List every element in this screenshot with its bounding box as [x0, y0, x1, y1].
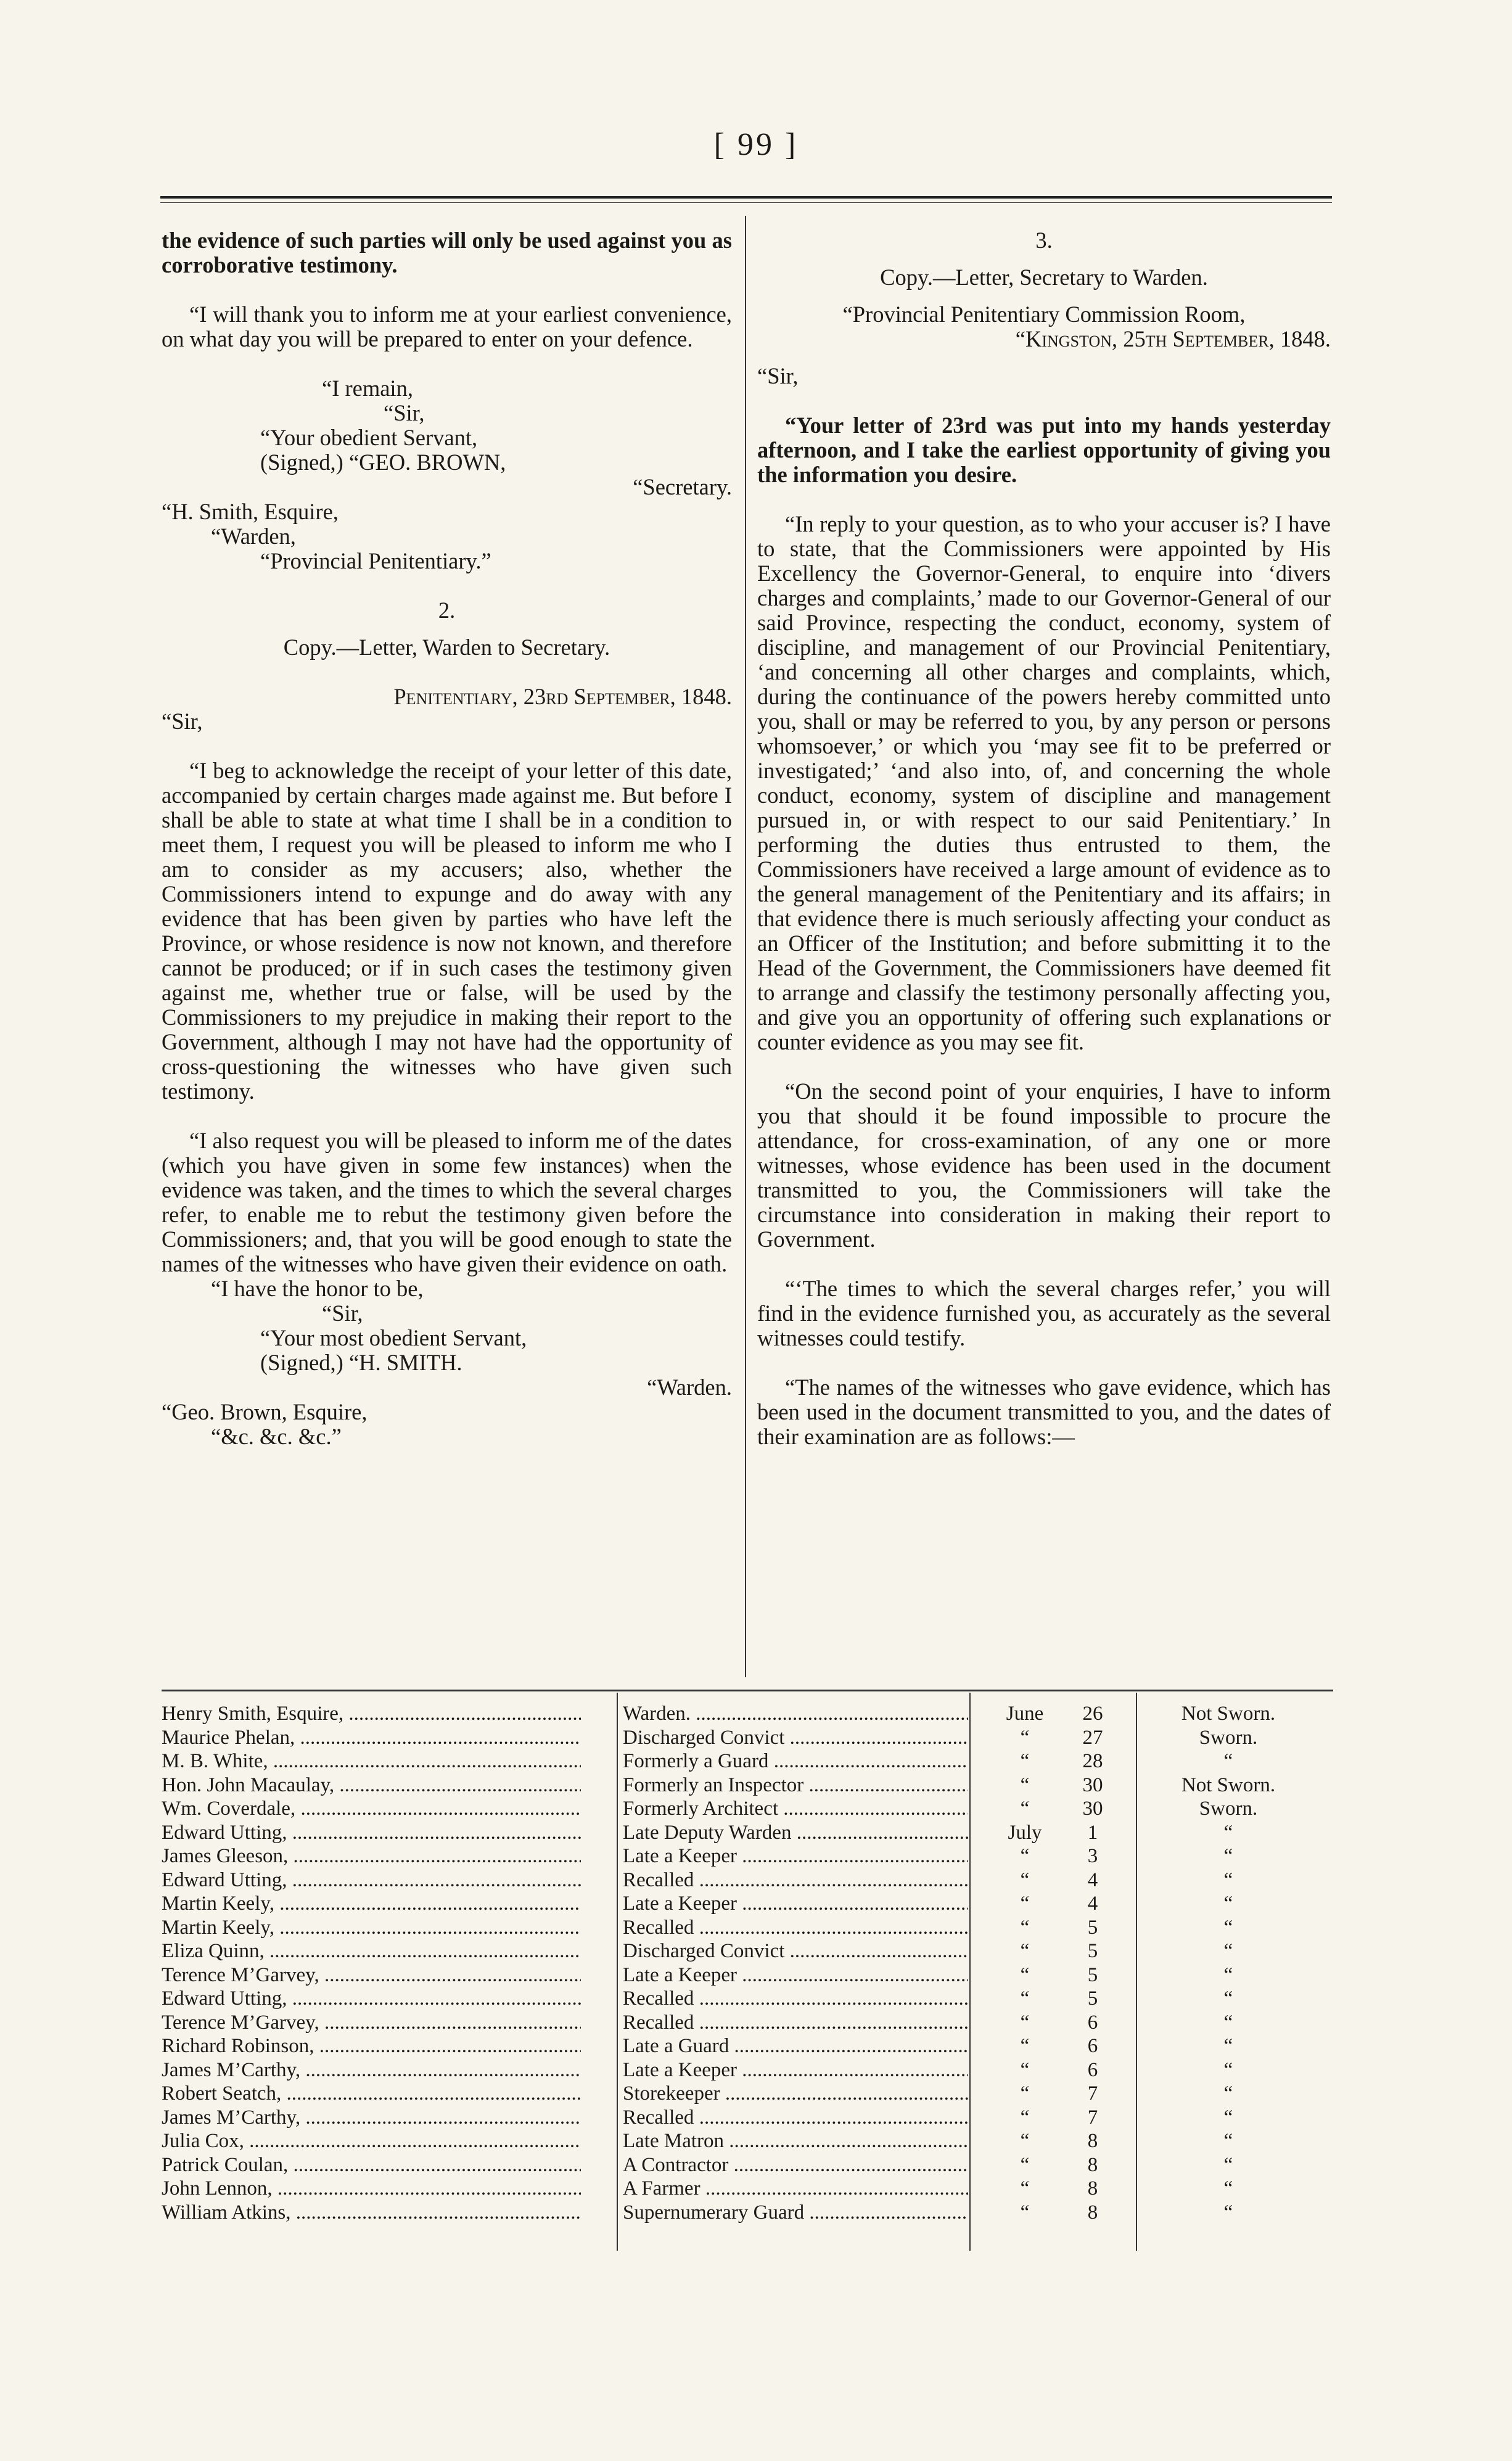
- witness-description: Recalled .....: [623, 2106, 968, 2130]
- table-row: [162, 2129, 1333, 2153]
- page-number: [ 99 ]: [713, 127, 799, 162]
- witness-name: Wm. Coverdale, .....: [162, 1797, 581, 1821]
- right-paragraph-1: “Your letter of 23rd was put into my hands yesterday afternoon, and I take the earliest opportunity of giving you the information you desire.: [757, 413, 1331, 487]
- examination-month: “: [1020, 2177, 1030, 2200]
- header-rule: [160, 196, 1332, 199]
- witness-name: Edward Utting, .....: [162, 1821, 581, 1845]
- witness-name: Edward Utting, .....: [162, 1987, 581, 2011]
- sworn-status: “: [1223, 1940, 1233, 1962]
- letter-heading-2: Copy.—Letter, Warden to Secretary.: [283, 635, 610, 660]
- closing-servant-2: “Your most obedient Servant,: [260, 1325, 527, 1350]
- examination-day: 7: [1087, 2082, 1098, 2105]
- witness-name: James M’Carthy, .....: [162, 2106, 581, 2130]
- witness-description: Late a Guard .....: [623, 2034, 968, 2058]
- examination-month: “: [1020, 1963, 1030, 1986]
- sworn-status: “: [1223, 2106, 1233, 2129]
- examination-day: 6: [1087, 2011, 1098, 2034]
- sworn-status: “: [1223, 1916, 1233, 1939]
- sworn-status: “: [1223, 1868, 1233, 1891]
- table-row: [162, 1702, 1333, 1726]
- left-paragraph-2: “I will thank you to inform me at your earliest convenience, on what day you will be prepared to enter on your defence.: [162, 302, 732, 351]
- table-row: [162, 1844, 1333, 1868]
- table-row: [162, 1916, 1333, 1940]
- left-paragraph-3: “I beg to acknowledge the receipt of your letter of this date, accompanied by certain charges made against me. But before I shall be able to state at what time I shall be in a condition to meet them, I request you will be pleased to inform me who I am to consider as my accusers; also, whether the Commissioners intend to expunge and do away with any evidence that has been given by parties who have left the Province, or whose residence is now not known, and therefore cannot be produced; or if in such cases the testimony given against me, whether true or false, will be used by the Commissioners to my prejudice in making their report to the Government, although I may not have had the opportunity of cross-questioning the witnesses who have given such testimony.: [162, 758, 732, 1104]
- table-row: [162, 2058, 1333, 2082]
- examination-day: 6: [1087, 2035, 1098, 2057]
- table-row: [162, 1987, 1333, 2011]
- right-column: [757, 228, 1331, 1449]
- examination-month: “: [1020, 2035, 1030, 2057]
- signature-brown: (Signed,) “GEO. BROWN,: [260, 450, 506, 475]
- table-row: [162, 2106, 1333, 2130]
- witness-description: Supernumerary Guard .....: [623, 2201, 968, 2225]
- salutation-2: “Sir,: [162, 709, 203, 734]
- closing-remain: “I remain,: [322, 376, 413, 401]
- examination-day: 3: [1087, 1845, 1098, 1867]
- sworn-status: “: [1223, 2201, 1233, 2224]
- examination-month: “: [1020, 2106, 1030, 2129]
- table-row: [162, 2177, 1333, 2201]
- examination-month: “: [1020, 1773, 1030, 1796]
- examination-day: 6: [1087, 2058, 1098, 2081]
- witness-name: M. B. White, .....: [162, 1749, 581, 1773]
- witness-description: Recalled .....: [623, 1868, 968, 1892]
- closing-honor: “I have the honor to be,: [211, 1276, 424, 1301]
- sworn-status: “: [1223, 1963, 1233, 1986]
- witness-description: Formerly an Inspector .....: [623, 1773, 968, 1797]
- table-row: [162, 2201, 1333, 2225]
- sworn-status: “: [1223, 2130, 1233, 2152]
- witness-description: Late Matron .....: [623, 2129, 968, 2153]
- witness-description: Late a Keeper .....: [623, 1892, 968, 1916]
- table-row: [162, 1963, 1333, 1987]
- witness-description: Recalled .....: [623, 2011, 968, 2035]
- signature-smith: (Signed,) “H. SMITH.: [260, 1350, 462, 1375]
- sworn-status: “: [1223, 1845, 1233, 1867]
- closing-sir: “Sir,: [384, 400, 425, 425]
- witness-description: Late Deputy Warden .....: [623, 1821, 968, 1845]
- examination-month: “: [1020, 1750, 1030, 1772]
- witness-description: Storekeeper .....: [623, 2082, 968, 2106]
- sworn-status: “: [1223, 2058, 1233, 2081]
- closing-servant: “Your obedient Servant,: [260, 425, 478, 450]
- table-top-rule: [162, 1690, 1333, 1691]
- table-row: [162, 1821, 1333, 1845]
- witness-name: William Atkins, .....: [162, 2201, 581, 2225]
- examination-day: 5: [1087, 1963, 1098, 1986]
- examination-month: July: [1008, 1821, 1042, 1844]
- examination-month: “: [1020, 1726, 1030, 1749]
- witness-name: John Lennon, .....: [162, 2177, 581, 2201]
- examination-month: “: [1020, 2130, 1030, 2152]
- witness-name: Terence M’Garvey, .....: [162, 2011, 581, 2035]
- letter-number-3: 3.: [1035, 228, 1053, 253]
- letter-number-2: 2.: [438, 598, 456, 623]
- witness-name: Patrick Coulan, .....: [162, 2153, 581, 2177]
- examination-month: “: [1020, 2082, 1030, 2105]
- examination-month: “: [1020, 2058, 1030, 2081]
- witness-description: A Farmer .....: [623, 2177, 968, 2201]
- signature-title-secretary: “Secretary.: [633, 474, 732, 499]
- examination-day: 5: [1087, 1987, 1098, 2010]
- left-paragraph-1: the evidence of such parties will only be used against you as corroborative testimony.: [162, 228, 732, 277]
- left-paragraph-4: “I also request you will be pleased to inform me of the dates (which you have given in some few instances) when the evidence was taken, and the times to which the several charges refer, to enable me to rebut the testimony given before the Commissioners; and, that you will be good enough to state the names of the witnesses who have given their evidence on oath.: [162, 1128, 732, 1276]
- examination-month: “: [1020, 1892, 1030, 1915]
- witness-name: Maurice Phelan, .....: [162, 1726, 581, 1750]
- examination-day: 30: [1082, 1773, 1103, 1796]
- sworn-status: “: [1223, 2011, 1233, 2034]
- table-row: [162, 1773, 1333, 1797]
- sworn-status: Not Sworn.: [1181, 1703, 1276, 1725]
- examination-month: “: [1020, 1916, 1030, 1939]
- witness-name: Julia Cox, .....: [162, 2129, 581, 2153]
- witness-name: Martin Keely, .....: [162, 1892, 581, 1916]
- examination-day: 8: [1087, 2153, 1098, 2176]
- examination-month: “: [1020, 1940, 1030, 1962]
- witness-name: James Gleeson, .....: [162, 1844, 581, 1868]
- signature-title-warden: “Warden.: [647, 1374, 732, 1400]
- examination-day: 26: [1082, 1703, 1103, 1725]
- sworn-status: Sworn.: [1199, 1726, 1258, 1749]
- sworn-status: “: [1223, 2177, 1233, 2200]
- table-row: [162, 2153, 1333, 2177]
- table-row: [162, 1868, 1333, 1892]
- sworn-status: “: [1223, 1821, 1233, 1844]
- table-row: [162, 2034, 1333, 2058]
- examination-month: June: [1006, 1703, 1044, 1725]
- witness-name: Henry Smith, Esquire, .....: [162, 1702, 581, 1726]
- witness-name: Edward Utting, .....: [162, 1868, 581, 1892]
- table-row: [162, 1939, 1333, 1963]
- header-rule-thin: [160, 202, 1332, 203]
- letter-date-2: Penitentiary, 23rd September, 1848.: [393, 684, 732, 709]
- examination-month: “: [1020, 1845, 1030, 1867]
- witness-name: James M’Carthy, .....: [162, 2058, 581, 2082]
- table-row: [162, 1892, 1333, 1916]
- witness-table: [162, 1702, 1333, 2224]
- letter-location-3: “Provincial Penitentiary Commission Room,: [842, 302, 1246, 327]
- examination-month: “: [1020, 1868, 1030, 1891]
- witness-description: Late a Keeper .....: [623, 2058, 968, 2082]
- table-row: [162, 2082, 1333, 2106]
- witness-description: A Contractor .....: [623, 2153, 968, 2177]
- witness-name: Robert Seatch, .....: [162, 2082, 581, 2106]
- examination-month: “: [1020, 2201, 1030, 2224]
- address-line-2: “Warden,: [211, 524, 296, 549]
- examination-day: 8: [1087, 2201, 1098, 2224]
- witness-description: Formerly Architect .....: [623, 1797, 968, 1821]
- examination-month: “: [1020, 1797, 1030, 1820]
- letter-heading-3: Copy.—Letter, Secretary to Warden.: [880, 265, 1208, 290]
- column-divider: [745, 216, 746, 1677]
- sworn-status: “: [1223, 1892, 1233, 1915]
- witness-description: Recalled .....: [623, 1987, 968, 2011]
- address-line-4: “Geo. Brown, Esquire,: [162, 1399, 368, 1424]
- witness-description: Discharged Convict .....: [623, 1726, 968, 1750]
- witness-description: Recalled .....: [623, 1916, 968, 1940]
- examination-day: 8: [1087, 2130, 1098, 2152]
- examination-day: 8: [1087, 2177, 1098, 2200]
- table-row: [162, 1749, 1333, 1773]
- witness-name: Eliza Quinn, .....: [162, 1939, 581, 1963]
- witness-description: Warden. .....: [623, 1702, 968, 1726]
- sworn-status: “: [1223, 2082, 1233, 2105]
- right-paragraph-5: “The names of the witnesses who gave evidence, which has been used in the document transmitted to you, and the dates of their examination are as follows:—: [757, 1374, 1331, 1449]
- sworn-status: “: [1223, 2153, 1233, 2176]
- witness-name: Martin Keely, .....: [162, 1916, 581, 1940]
- examination-day: 28: [1082, 1750, 1103, 1772]
- witness-name: Terence M’Garvey, .....: [162, 1963, 581, 1987]
- right-paragraph-4: “‘The times to which the several charges refer,’ you will find in the evidence furnished you, as accurately as the several witnesses could testify.: [757, 1276, 1331, 1350]
- witness-name: Richard Robinson, .....: [162, 2034, 581, 2058]
- salutation-3: “Sir,: [757, 363, 799, 388]
- sworn-status: “: [1223, 1987, 1233, 2010]
- table-row: [162, 1797, 1333, 1821]
- examination-day: 5: [1087, 1940, 1098, 1962]
- table-row: [162, 1726, 1333, 1750]
- sworn-status: Sworn.: [1199, 1797, 1258, 1820]
- left-column: [162, 228, 732, 1449]
- examination-day: 4: [1087, 1892, 1098, 1915]
- witness-description: Late a Keeper .....: [623, 1844, 968, 1868]
- witness-description: Formerly a Guard .....: [623, 1749, 968, 1773]
- witness-description: Discharged Convict .....: [623, 1939, 968, 1963]
- right-paragraph-3: “On the second point of your enquiries, I have to inform you that should it be found impossible to procure the attendance, for cross-examination, of any one or more witnesses, whose evidence has been used in the document transmitted to you, the Commissioners will take the circumstance into consideration in making their report to Government.: [757, 1078, 1331, 1252]
- examination-month: “: [1020, 2011, 1030, 2034]
- examination-month: “: [1020, 1987, 1030, 2010]
- table-row: [162, 2011, 1333, 2035]
- address-line-3: “Provincial Penitentiary.”: [260, 548, 491, 573]
- closing-sir-2: “Sir,: [322, 1300, 363, 1326]
- examination-day: 30: [1082, 1797, 1103, 1820]
- witness-name: Hon. John Macaulay, .....: [162, 1773, 581, 1797]
- examination-day: 1: [1087, 1821, 1098, 1844]
- examination-day: 5: [1087, 1916, 1098, 1939]
- examination-month: “: [1020, 2153, 1030, 2176]
- letter-date-3: “Kingston, 25th September, 1848.: [1015, 326, 1331, 351]
- address-line-5: “&c. &c. &c.”: [211, 1424, 342, 1449]
- examination-day: 27: [1082, 1726, 1103, 1749]
- witness-description: Late a Keeper .....: [623, 1963, 968, 1987]
- sworn-status: “: [1223, 2035, 1233, 2057]
- sworn-status: “: [1223, 1750, 1233, 1772]
- right-paragraph-2: “In reply to your question, as to who your accuser is? I have to state, that the Commissioners were appointed by His Excellency the Governor-General, to enquire into ‘divers charges and complaints,’ made to our Governor-General of our said Province, respecting the conduct, economy, system of discipline, and management of our Provincial Penitentiary, ‘and concerning all other charges and complaints, which, during the continuance of the powers hereby committed unto you, shall or may be referred to you, by any person or persons whomsoever,’ or which you ‘may see fit to be preferred or investigated;’ ‘and also into, of, and concerning the whole conduct, economy, system of discipline and management pursued in, or with respect to our said Penitentiary.’ In performing the duties thus entrusted to them, the Commissioners have received a large amount of evidence as to the general management of the Penitentiary and its affairs; in that evidence there is much seriously affecting your conduct as an Officer of the Institution; and before submitting it to the Head of the Government, the Commissioners have deemed fit to arrange and classify the testimony personally affecting you, and give you an opportunity of offering such explanations or counter evidence as you may see fit.: [757, 511, 1331, 1054]
- examination-day: 4: [1087, 1868, 1098, 1891]
- examination-day: 7: [1087, 2106, 1098, 2129]
- address-line-1: “H. Smith, Esquire,: [162, 499, 339, 524]
- sworn-status: Not Sworn.: [1181, 1773, 1276, 1796]
